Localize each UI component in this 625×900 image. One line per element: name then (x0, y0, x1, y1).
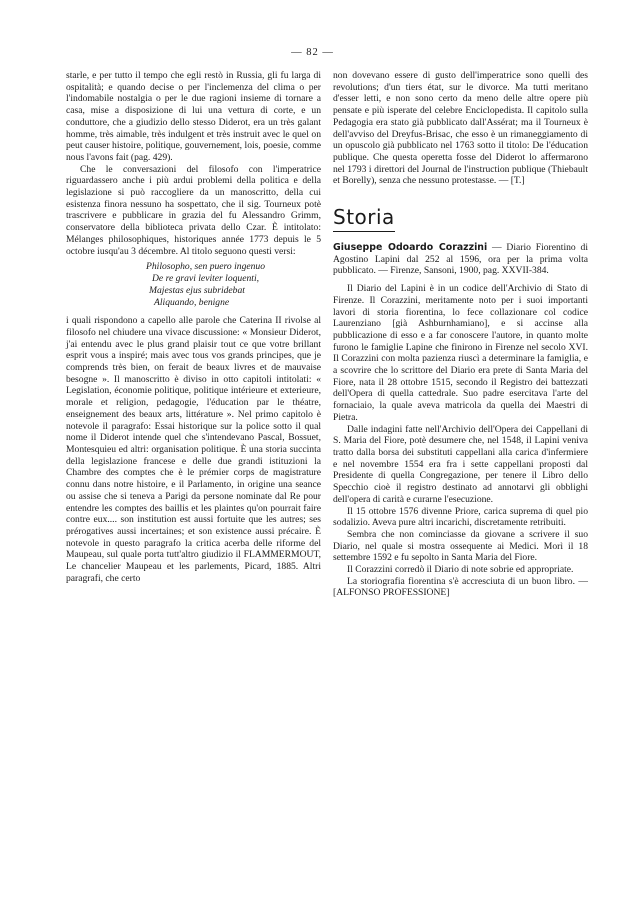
section-heading-wrap (333, 187, 588, 232)
verse-line: Aliquando, benigne (154, 297, 230, 309)
paragraph (333, 576, 588, 599)
page-number: — 82 — (291, 47, 334, 58)
paragraph: non dovevano essere di gusto dell'imperatrice sono quelli des revolutions; d'un tiers état, sur le divorce. Ma tutti meritano d'esser letti, e non sono certo da meno delle altre opere più pensate e più isperate del celebre Enciclopedista. Il capitolo sulla Pedagogia era stato già pubblicato dall'Assérat; ma il Tourneux è dell'avviso del Dreyfus-Brisac, che esso è un rimaneggiamento di un opuscolo già pubblicato nel 1763 sotto il titolo: De l'éducation publique. Che questa operetta fosse del Diderot lo affermarono nel 1793 i direttori del Journal de l'instruction publique (Thiebault et Borelly), senza che nessuno protestasse. — [T.] (333, 70, 588, 187)
right-column (333, 70, 588, 599)
verse-line: Philosopho, sen puero ingenuo (146, 261, 266, 273)
verse-quotation (146, 261, 321, 309)
section-heading: Storia (333, 205, 395, 232)
bib-author: Giuseppe Odoardo Corazzini (333, 242, 488, 254)
bibliographic-entry (333, 242, 588, 277)
paragraph: Dalle indagini fatte nell'Archivio dell'Opera dei Cappellani di S. Maria del Fiore, potè desumere che, nel 1548, il Lapini veniva tratto dalla borsa dei substituti cappellani alla carica d'infermiere e nel novembre 1554 era fra i sette cappellani proposti dal Presidente di quella Congregazione, per tenere il Libro dello Specchio cioè il registro destinato ad annotarvi gli obblighi dell'opera di carità e curarne l'esecuzione. (333, 423, 588, 505)
verse-line: Majestas ejus subridebat (149, 285, 245, 297)
bib-details: — Diario Fiorentino di Agostino Lapini dal 252 al 1596, ora per la prima volta pubblicato. — Firenze, Sansoni, 1900, pag. XXVII-384. (333, 242, 588, 277)
paragraph: Che le conversazioni del filosofo con l'imperatrice riguardassero anche i più ardui problemi della politica e della legislazione si può raccogliere da un manoscritto, della cui esistenza finora nessuno ha sospettato, che il sig. Tourneux potè trascrivere e pubblicare in grazia del fu Alessandro Grimm, conservatore della biblioteca privata dello Czar. È intitolato: Mélanges philosophiques, historiques année 1773 depuis le 5 octobre iusqu'au 3 décembre. Al titolo seguono questi versi: (66, 163, 321, 257)
paragraph: Sembra che non cominciasse da giovane a scrivere il suo Diario, nel quale si mostra ossequente ai Medici. Morì il 18 settembre 1592 e fu sepolto in Santa Maria del Fiore. (333, 528, 588, 564)
paragraph: starle, e per tutto il tempo che egli restò in Russia, gli fu larga di ospitalità; e quando decise o per l'inclemenza del clima o per l'indomabile nostalgia o per le due ragioni insieme di tornare a casa, mise a disposizione di lui una vettura di corte, e un conduttore, che a giudizio dello stesso Diderot, era un très galant homme, très aimable, très indulgent et très instruit avec le quel on peut causer histoire, politique, gouvernement, lois, poesie, comme nous l'avons fait (pag. 429). (66, 70, 321, 163)
paragraph: Il Diario del Lapini è in un codice dell'Archivio di Stato di Firenze. Il Corazzini, meritamente noto per i suoi importanti lavori di storia fiorentina, lo fece collazionare col codice Laurenziano [già Ashburnhamiano], e si accinse alla pubblicazione di esso e a far conoscere l'autore, in quanto molte furono le famiglie Lapine che finirono in Firenze nel secolo XVI. Il Corazzini con molta pazienza riuscì a determinare la famiglia, e a scovrire che lo scrittore del Diario era prete di Santa Maria del Fiore, nata il 28 ottobre 1515, secondo il Registro dei battezzati dell'Opera di quella cattedrale. Suo padre esercitava l'arte del fornaciaio, la quale aveva matricola da quella dei Maestri di Pietra. (333, 283, 588, 423)
paragraph: Il Corazzini corredò il Diario di note sobrie ed appropriate. (347, 564, 574, 576)
paragraph: Il 15 ottobre 1576 divenne Priore, carica suprema di quel pio sodalizio. Aveva pure altri incarichi, discretamente retribuiti. (333, 505, 588, 529)
paragraph: i quali rispondono a capello alle parole che Caterina II rivolse al filosofo nel chiudere una vivace discussione: « Monsieur Diderot, j'ai entendu avec le plus grand plaisir tout ce que votre brillant esprit vous a inspiré; mais avec tous vos grands principes, que je comprends très bien, on ferait de beaux livres et de mauvaise besogne ». Il manoscritto è diviso in otto capitoli intitolati: « Legislation, économie politique, politique intérieure et exterieure, morale et religion, pedagogie, l'éducation par le théatre, enseignement des beaux arts, littérature ». Nel primo capitolo è notevole il paragrafo: Essai historique sur la police sotto il qual nome il Diderot intende quel che s'intendevano Pascal, Bossuet, Montesquieu ed altri: organisation politique. È una storia succinta della legislazione francese e delle due grandi istituzioni la Chambre des comptes che è le prémier corps de magistrature connu dans notre histoire, e il Parlamento, in origine una seance ou assise che si teneva a Parigi da persone nominate dal Re pour entendre les comptes des baillis et les plaintes qu'on pourrait faire contre eux.... son institution est aussi fortuite que les autres; ses prérogatives aussi incertaines; et son existence aussi précaire. È notevole in questo paragrafo la critica acerba delle riforme del Maupeau, sul quale porta tutt'altro giudizio il FLAMMERMOUT, Le chancelier Maupeau et les parlements, Picard, 1885. Altri paragrafi, che certo (66, 315, 321, 584)
closing-sentence: La storiografia fiorentina s'è accresciuta di un buon libro. (347, 575, 575, 587)
review-signature: — [ALFONSO PROFESSIONE] (333, 575, 588, 599)
verse-line: De re gravi leviter loquenti, (152, 273, 260, 285)
left-column (66, 70, 321, 584)
